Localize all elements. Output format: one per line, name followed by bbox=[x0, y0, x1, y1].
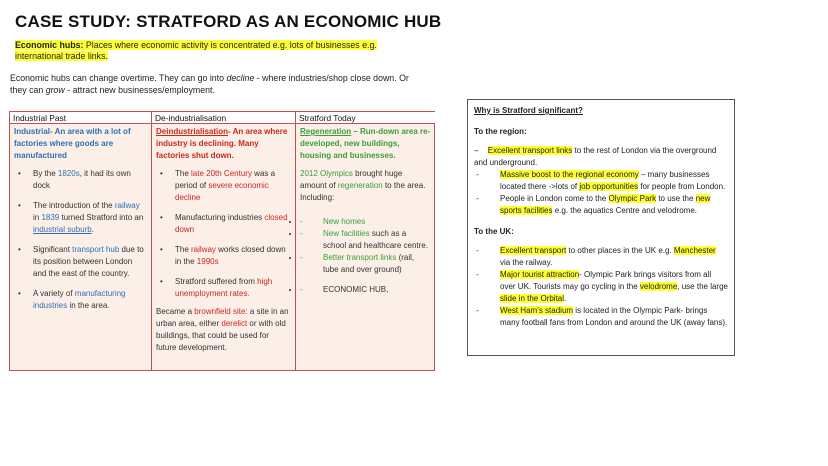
list-item: • The introduction of the railway in 1839 turned Stratford into an industrial suburb. bbox=[14, 200, 147, 236]
comparison-table bbox=[9, 111, 435, 371]
list-item: • By the 1820s, it had its own dock bbox=[14, 168, 147, 192]
brownfield-note: Became a brownfield site: a site in an urban area, either derelict or with old buildings, that could be used for future development. bbox=[156, 307, 289, 352]
hub-def-text: Places where economic activity is concentrated e.g. lots of businesses e.g. international trade links. bbox=[15, 40, 377, 61]
hub-def-label: Economic hubs: bbox=[15, 40, 84, 50]
list-item: • The late 20th Century was a period of severe economic decline bbox=[156, 168, 291, 204]
column-header: Stratford Today bbox=[296, 112, 435, 124]
list-item: • Significant transport hub due to its position between London and the east of the country. bbox=[14, 244, 147, 280]
uk-label: To the UK: bbox=[474, 227, 514, 236]
list-item: - • New facilities such as a school and healthcare centre. bbox=[300, 228, 431, 252]
significance-box bbox=[467, 99, 735, 356]
list-item: • A variety of manufacturing industries in the area. bbox=[14, 288, 147, 312]
regeneration-definition: Regeneration – Run-down area re-developed, new buildings, housing and businesses. bbox=[300, 127, 431, 160]
intro-paragraph: Economic hubs can change overtime. They can go into decline - where industries/shop close down. Or they can grow - attract new businesses/employment. bbox=[10, 73, 409, 95]
olympics-paragraph: 2012 Olympics brought huge amount of regeneration to the area. Including: bbox=[300, 169, 426, 202]
list-item: - Massive boost to the regional economy – many businesses located there ->lots of job opportunities for people from London. bbox=[474, 169, 728, 193]
stratford-today-column bbox=[296, 112, 435, 370]
list-item: - • New homes bbox=[300, 216, 431, 228]
list-item: - • ECONOMIC HUB, bbox=[300, 284, 431, 296]
list-item: - • Better transport links (rail, tube and over ground) bbox=[300, 252, 431, 276]
deindustrialisation-column bbox=[152, 112, 296, 370]
column-header: Industrial Past bbox=[10, 112, 151, 124]
list-item: - - Excellent transport links to the rest of London via the overground and underground. bbox=[474, 145, 728, 169]
list-item: - Major tourist attraction- Olympic Park brings visitors from all over UK. Tourists may go cycling in the velodrome, use the large slide in the Orbital. bbox=[474, 269, 728, 305]
economic-hub-definition bbox=[15, 40, 383, 62]
page-title: CASE STUDY: STRATFORD AS AN ECONOMIC HUB bbox=[15, 12, 442, 31]
list-item: • The railway works closed down in the 1990s bbox=[156, 244, 291, 268]
industrial-definition: Industrial- An area with a lot of factories where goods are manufactured bbox=[14, 127, 131, 160]
industrial-past-column bbox=[10, 112, 152, 370]
list-item: - Excellent transport to other places in the UK e.g. Manchester via the railway. bbox=[474, 245, 728, 269]
deindustrialisation-definition: Deindustrialisation- An area where industry is declining. Many factories shut down. bbox=[156, 127, 288, 160]
list-item: - West Ham’s stadium is located in the Olympic Park- brings many football fans from London and around the UK (away fans). bbox=[474, 305, 728, 329]
uk-list bbox=[474, 245, 728, 329]
list-item: - People in London come to the Olympic Park to use the new sports facilities e.g. the aquatics Centre and velodrome. bbox=[474, 193, 728, 217]
column-header: De-industrialisation bbox=[152, 112, 295, 124]
region-list bbox=[474, 145, 728, 217]
significance-heading: Why is Stratford significant? bbox=[474, 106, 583, 115]
region-label: To the region: bbox=[474, 127, 527, 136]
list-item: • Manufacturing industries closed down bbox=[156, 212, 291, 236]
list-item: • Stratford suffered from high unemployment rates. bbox=[156, 276, 291, 300]
